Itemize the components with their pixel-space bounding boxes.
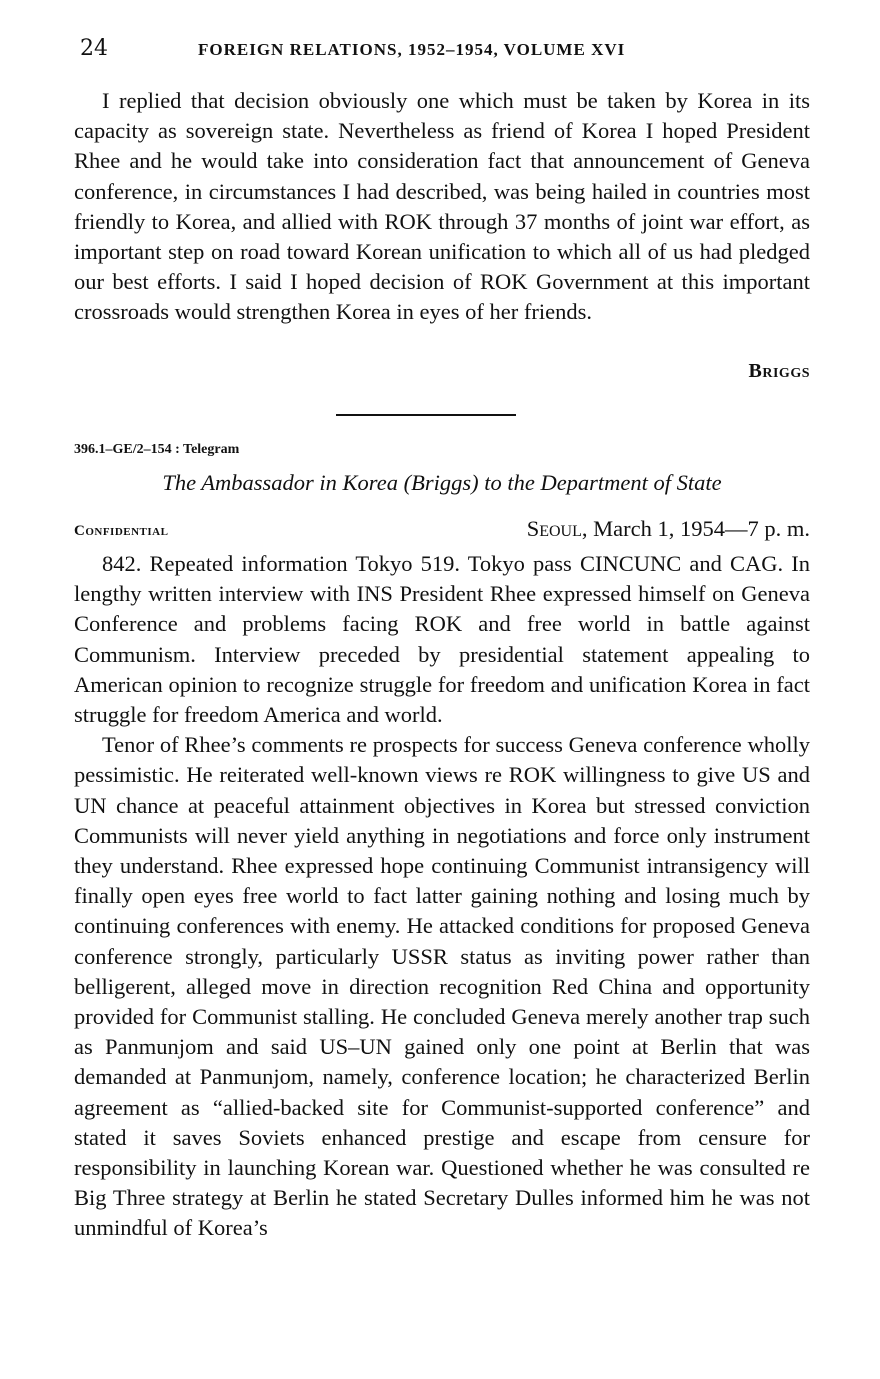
file-reference: 396.1–GE/2–154 : Telegram bbox=[74, 442, 240, 457]
dateline bbox=[527, 516, 810, 542]
classification-marking: Confidential bbox=[74, 523, 169, 539]
dateline-time: March 1, 1954—7 p. m. bbox=[587, 516, 810, 541]
running-title: FOREIGN RELATIONS, 1952–1954, VOLUME XVI bbox=[198, 40, 626, 59]
body-paragraph: Tenor of Rhee’s comments re prospects for success Geneva conference wholly pessimistic. He reiterated well-known views re ROK willingness to give US and UN chance at peaceful attainment objectives in Korea but stressed conviction Communists will never yield anything in negotiations and force only instrument they understand. Rhee expressed hope continuing Communist intransigency will finally open eyes free world to fact latter gaining nothing and losing much by continuing conferences with enemy. He attacked conditions for proposed Geneva conference strongly, particularly USSR status as inviting power rather than belligerent, alleged move in direction recognition Red China and opportunity provided for Communist stalling. He concluded Geneva merely another trap such as Panmunjom and said US–UN gained only one point at Berlin that was demanded at Panmunjom, namely, conference location; he characterized Berlin agreement as “allied-backed site for Communist-supported conference” and stated it saves Soviets enhanced prestige and escape from censure for responsibility in launching Korean war. Questioned whether he was consulted re Big Three strategy at Berlin he stated Secretary Dulles informed him he was not unmindful of Korea’s bbox=[74, 732, 810, 1241]
previous-document-body bbox=[74, 86, 810, 328]
document-title: The Ambassador in Korea (Briggs) to the Department of State bbox=[162, 470, 722, 495]
page-number: 24 bbox=[80, 36, 108, 61]
running-header bbox=[70, 36, 810, 66]
telegram-body bbox=[74, 549, 810, 1244]
signature: Briggs bbox=[748, 360, 810, 382]
dateline-place: Seoul, bbox=[526, 516, 588, 541]
body-paragraph: I replied that decision obviously one which must be taken by Korea in its capacity as sovereign state. Nevertheless as friend of Korea I hoped President Rhee and he would take into consideration fact that announcement of Geneva conference, in circumstances I had described, was being hailed in countries most friendly to Korea, and allied with ROK through 37 months of joint war effort, as important step on road toward Korean unification to which all of us had pledged our best efforts. I said I hoped decision of ROK Government at this important crossroads would strengthen Korea in eyes of her friends. bbox=[74, 88, 810, 325]
body-paragraph: 842. Repeated information Tokyo 519. Tokyo pass CINCUNC and CAG. In lengthy written interview with INS President Rhee expressed himself on Geneva Conference and problems facing ROK and free world in battle against Communism. Interview preceded by presidential statement appealing to American opinion to recognize struggle for freedom and unification Korea in fact struggle for freedom America and world. bbox=[74, 551, 810, 728]
section-divider bbox=[336, 414, 516, 416]
